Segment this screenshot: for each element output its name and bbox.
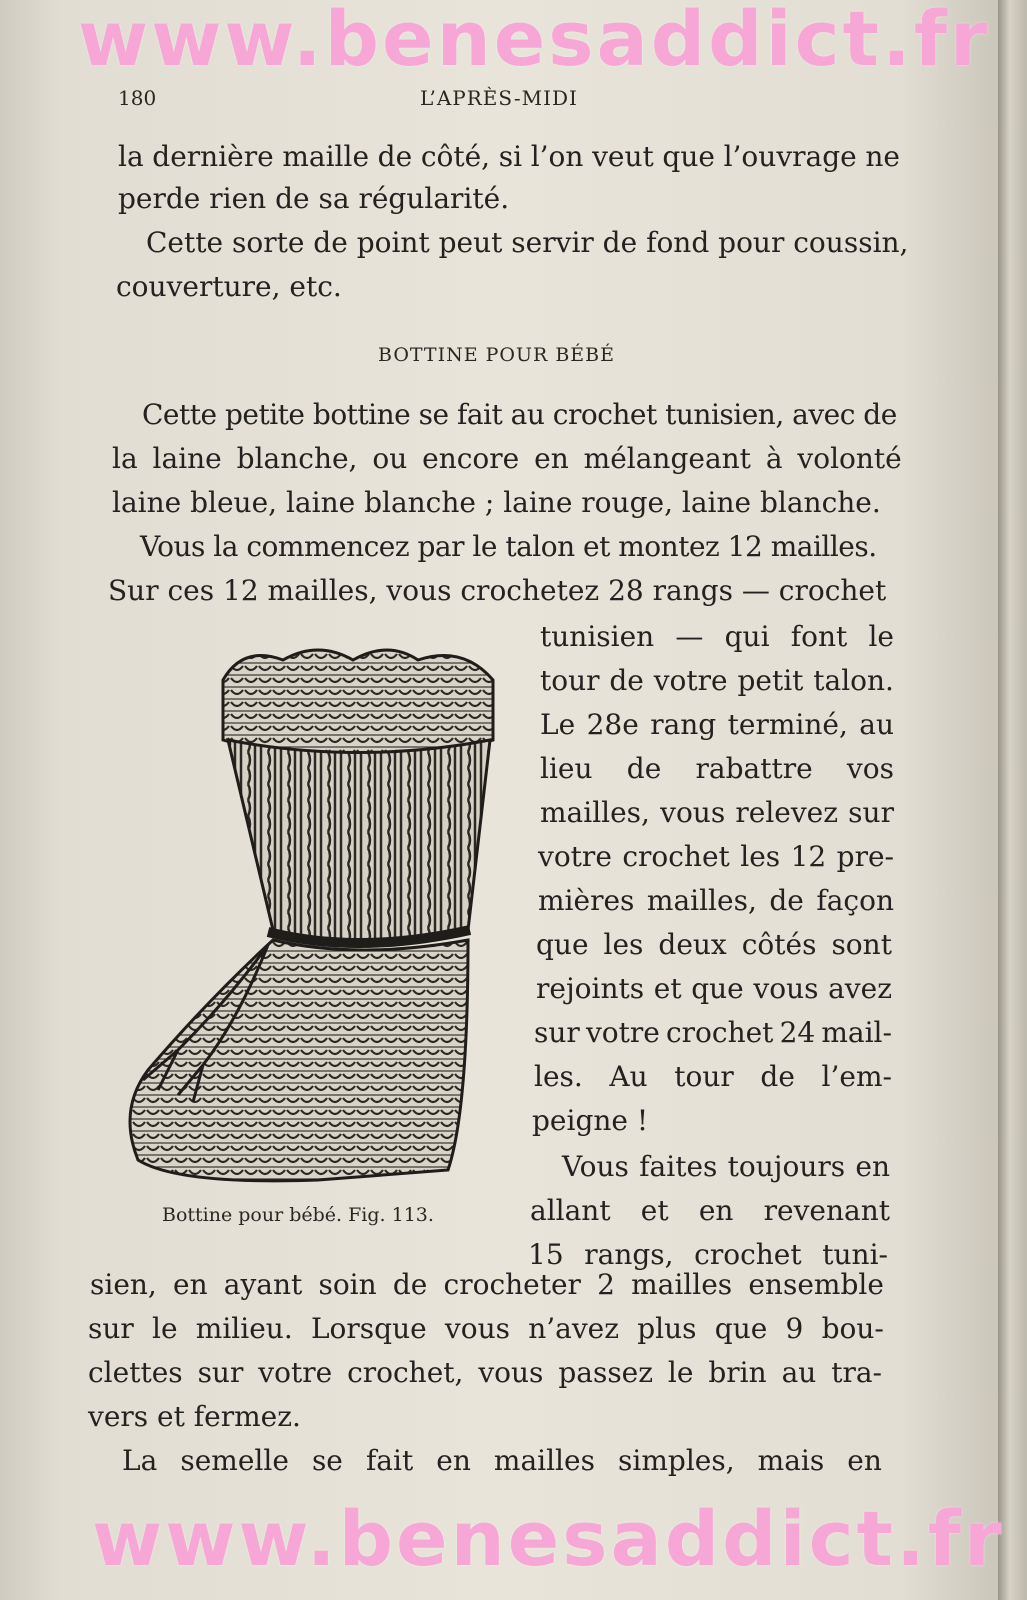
page-edge — [998, 0, 1027, 1600]
column-text-line: 15 rangs, crochet tuni- — [528, 1238, 888, 1271]
text-line: sien, en ayant soin de crocheter 2 mailles ensemble — [90, 1268, 884, 1301]
text-line: Cette sorte de point peut servir de fond pour coussin, — [146, 226, 909, 259]
column-text-line: mières mailles, de façon — [538, 884, 894, 917]
column-text-line: tour de votre petit talon. — [540, 664, 894, 697]
column-text-line: tunisien — qui font le — [540, 620, 894, 653]
section-heading: BOTTINE POUR BÉBÉ — [378, 344, 616, 366]
column-text-line: allant et en revenant — [530, 1194, 890, 1227]
running-title: L’APRÈS-MIDI — [420, 86, 578, 110]
figure-caption: Bottine pour bébé. Fig. 113. — [162, 1204, 434, 1226]
text-line: laine bleue, laine blanche ; laine rouge, laine blanche. — [112, 486, 881, 519]
text-line: clettes sur votre crochet, vous passez le brin au tra- — [88, 1356, 882, 1389]
text-line: Vous la commencez par le talon et montez 12 mailles. — [140, 530, 877, 563]
page-header — [118, 86, 898, 116]
text-line: la dernière maille de côté, si l’on veut que l’ouvrage ne — [118, 140, 900, 173]
column-text-line: lieu de rabattre vos — [540, 752, 894, 785]
watermark-bottom: www.benesaddict.fr — [92, 1494, 1005, 1583]
text-line: sur le milieu. Lorsque vous n’avez plus que 9 bou- — [88, 1312, 884, 1345]
text-line: La semelle se fait en mailles simples, mais en — [122, 1444, 882, 1477]
text-line: Sur ces 12 mailles, vous crochetez 28 rangs — crochet — [108, 574, 887, 607]
column-text-line: sur votre crochet 24 mail- — [534, 1016, 892, 1049]
bootee-illustration — [118, 640, 508, 1195]
bootee-cuff — [223, 650, 493, 758]
bootee-leg — [228, 740, 490, 940]
text-line: la laine blanche, ou encore en mélangeant à volonté — [112, 442, 902, 475]
text-line: perde rien de sa régularité. — [118, 182, 510, 215]
column-text-line: mailles, vous relevez sur — [540, 796, 894, 829]
page-number: 180 — [118, 86, 157, 110]
text-line: vers et fermez. — [88, 1400, 301, 1433]
column-text-line: peigne ! — [532, 1104, 649, 1137]
watermark-top: www.benesaddict.fr — [78, 0, 991, 83]
text-line: couverture, etc. — [116, 270, 342, 303]
bootee-foot — [130, 940, 468, 1181]
column-text-line: rejoints et que vous avez — [536, 972, 892, 1005]
column-text-line: votre crochet les 12 pre- — [538, 840, 894, 873]
column-text-line: que les deux côtés sont — [536, 928, 892, 961]
text-line: Cette petite bottine se fait au crochet tunisien, avec de — [142, 398, 897, 431]
column-text-line: les. Au tour de l’em- — [534, 1060, 892, 1093]
column-text-line: Vous faites toujours en — [562, 1150, 890, 1183]
column-text-line: Le 28e rang terminé, au — [540, 708, 894, 741]
